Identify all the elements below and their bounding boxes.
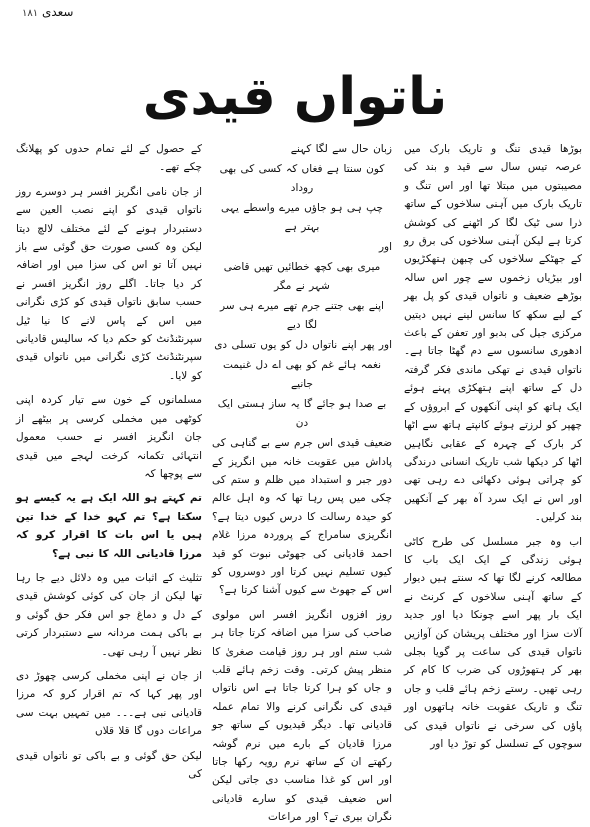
running-head-name: سعدی: [41, 5, 74, 19]
verse-line: اپنے بھی جتنے جرم تھے میرے ہی سر لگا دیے: [220, 300, 384, 331]
verse-line: نغمہ ہائے غم کو بھی اے دل غنیمت جانیے: [223, 359, 381, 390]
quoted-question: تم کہتے ہو اللہ ایک ہے یہ کیسے ہو سکتا ہے؟ تم کہو خدا کے خدا تین ہیں یا اس بات کا اقرار کرو کہ مرزا قادیانی اللہ کا نبی ہے؟: [16, 492, 202, 560]
running-head: [16, 2, 136, 22]
paragraph: بوڑھا قیدی تنگ و تاریک بارک میں عرصہ تیس سال سے قید و بند کی مصیبتوں میں مبتلا تھا اور اس تنگ و تاریک بارک میں آہنی سلاخوں کے ساتھ ذرا سی ٹیک لگا کر اٹھنے کی کوشش کرتا ہے لیکن آہنی سلاخوں کی برق رو کے جھٹکے سلاخوں کی چبھن ہتھکڑیوں اور بیڑیاں زخموں سے چور اس سالہ بوڑھے ضعیف و ناتواں قیدی کو پل بھر کے لیے سکھ کا سانس لینے نہیں دیتیں مرکزی جیل کی بدبو اور تعفن کے باعث ادھوری سانسوں سے دم گھٹا جاتا ہے۔ ناتواں قیدی نے تھکی ماندی فکر گرفتہ دل کے ساتھ اپنے ہتھکڑی پہنے ہوئے ایک ہاتھ کو اپنی آنکھوں کے ابروؤں کے چھپر کو لرزتے ہوئے کانپتے ہاتھ سے اٹھا کر بارک کے چہرہ کے عقابی نگاہیں اٹھا کر دیکھا شب تاریک انسانی درندگی کو چراتی ہوئی دکھائی دے رہی تھی اور اس نے ایک سرد آہ بھر کے آنکھیں بند کرلیں۔: [404, 143, 582, 524]
verse-line: اور پھر اپنے ناتواں دل کو یوں تسلی دی: [214, 339, 392, 352]
page-number: ۱۸۱: [22, 8, 39, 19]
verse-line: کون سنتا ہے فغاں کہ کسی کی بھی روداد: [219, 163, 385, 194]
verse-line: اور: [378, 241, 392, 254]
verse-line: بے صدا ہو جائے گا یہ ساز ہستی ایک دن: [217, 398, 387, 429]
column-left: [16, 140, 202, 780]
paragraph: از جان نامی انگریز افسر ہر دوسرے روز ناتواں قیدی کو اپنے نصب العین سے دستبردار ہونے کے لئے مختلف لالچ دیتا لیکن وہ کسی صورت حق گوئی سے باز نہیں آتا تو اس کی سزا میں اور اضافہ کر دیا جاتا۔ اگلے روز انگریز افسر نے حسب سابق ناتواں قیدی کو کڑی نگرانی میں اس کے پاس لانے کا نیا ٹیل سپرنٹنڈنٹ کو حکم دیا کہ سالیس قادیانی سپرنٹنڈنٹ کڑی نگرانی میں ناتواں قیدی کو لایا۔: [16, 185, 202, 382]
verse-line: چپ ہی ہو جاؤں میرے واسطے یہی بہتر ہے: [221, 202, 383, 233]
paragraph: اب وہ جبر مسلسل کی طرح کاٹی ہوئی زندگی کے ایک ایک باب کا مطالعہ کرنے لگا تھا کہ سنتے ہیں دیوار کے ساتھ آہنی سلاخوں کے کرنٹ نے ایک بار پھر اسے چونکا دیا اور جدید آلات سزا اور مختلف پریشان کن آوازیں ناتواں قیدی کی ساعت پر گویا بجلی بھر کر ہتھوڑوں کی ضرب کا کام کر رہی تھیں۔ رستے زخم ہائے قلب و جاں تنگ و تاریک عقوبت خانہ ہاتھوں اور پاؤں کی سرخی نے ناتواں قیدی کی سوچوں کے تسلسل کو توڑ دیا اور: [404, 535, 582, 750]
paragraph: روز افزوں انگریز افسر اس مولوی صاحب کی سزا میں اضافہ کرتا جاتا ہر شب ستم اور ہر روز قیامت صغریٰ کا منظر پیش کرتی۔ وقت زخم ہائے قلب و جاں کو ہرا کرتا جاتا ہے اس ناتواں قیدی کی نگرانی کرنے والا تمام عملہ قادیانی تھا۔ دیگر قیدیوں کے ساتھ جو مرزا قادیان کے بارے میں نرم گوشہ رکھتے ان کے ساتھ نرم رویہ رکھا جاتا اور اس کو غذا مناسب دی جاتی لیکن اس ضعیف قیدی کو سارے قادیانی نگران بیری تے؟ اور مراعات: [212, 608, 392, 824]
paragraph: تثلیث کے اثبات میں وہ دلائل دیے جا رہا تھا لیکن از جان کی کوئی کوشش قیدی کے دل و دماغ جو اس فکر حق گوئی و بے باکی ہمت مردانہ سے دستبردار کرتی نظر نہیں آ رہی تھی۔: [16, 571, 202, 658]
paragraph: مسلمانوں کے خون سے تیار کردہ اپنی کوٹھی میں مخملی کرسی پر بیٹھے از جان انگریز افسر نے حسب معمول انتہائی تکمانہ کرخت لہجے میں قیدی سے پوچھا کہ: [16, 394, 202, 480]
column-middle: [212, 140, 392, 824]
verse-line: زبان حال سے لگا کہنے: [290, 143, 392, 155]
paragraph: ضعیف قیدی اس جرم سے بے گناہی کی پاداش میں عقوبت خانہ میں انگریز کے دور جبر و استبداد میں ظلم و ستم کی چکی میں پس رہا تھا کہ وہ اہل عالم کو حیدہ رسالت کا درس کیوں دیتا ہے؟ انگریزی سامراج کے پروردہ مرزا غلام احمد قادیانی کی جھوٹی نبوت کو قید کیوں تسلیم نہیں کرتا اور دوسروں کو اس کے جھوٹ سے کیوں آشنا کرتا ہے؟: [212, 437, 392, 597]
column-right: [404, 140, 582, 770]
verse-line: میری بھی کچھ خطائیں تھیں قاضی شہر نے مگر: [223, 261, 381, 292]
article-title: ناتواں قیدی: [142, 67, 448, 127]
paragraph: کے حصول کے لئے تمام حدوں کو پھلانگ چکے تھے۔: [16, 143, 202, 174]
paragraph: از جان نے اپنی مخملی کرسی چھوڑ دی اور پھر کہا کہ تم اقرار کرو کہ مرزا قادیانی نبی ہے۔۔۔ میں تمہیں بہت سی مراعات دوں گا قلا قلاں: [16, 669, 202, 738]
paragraph: لیکن حق گوئی و بے باکی تو ناتواں قیدی کی: [16, 749, 202, 780]
